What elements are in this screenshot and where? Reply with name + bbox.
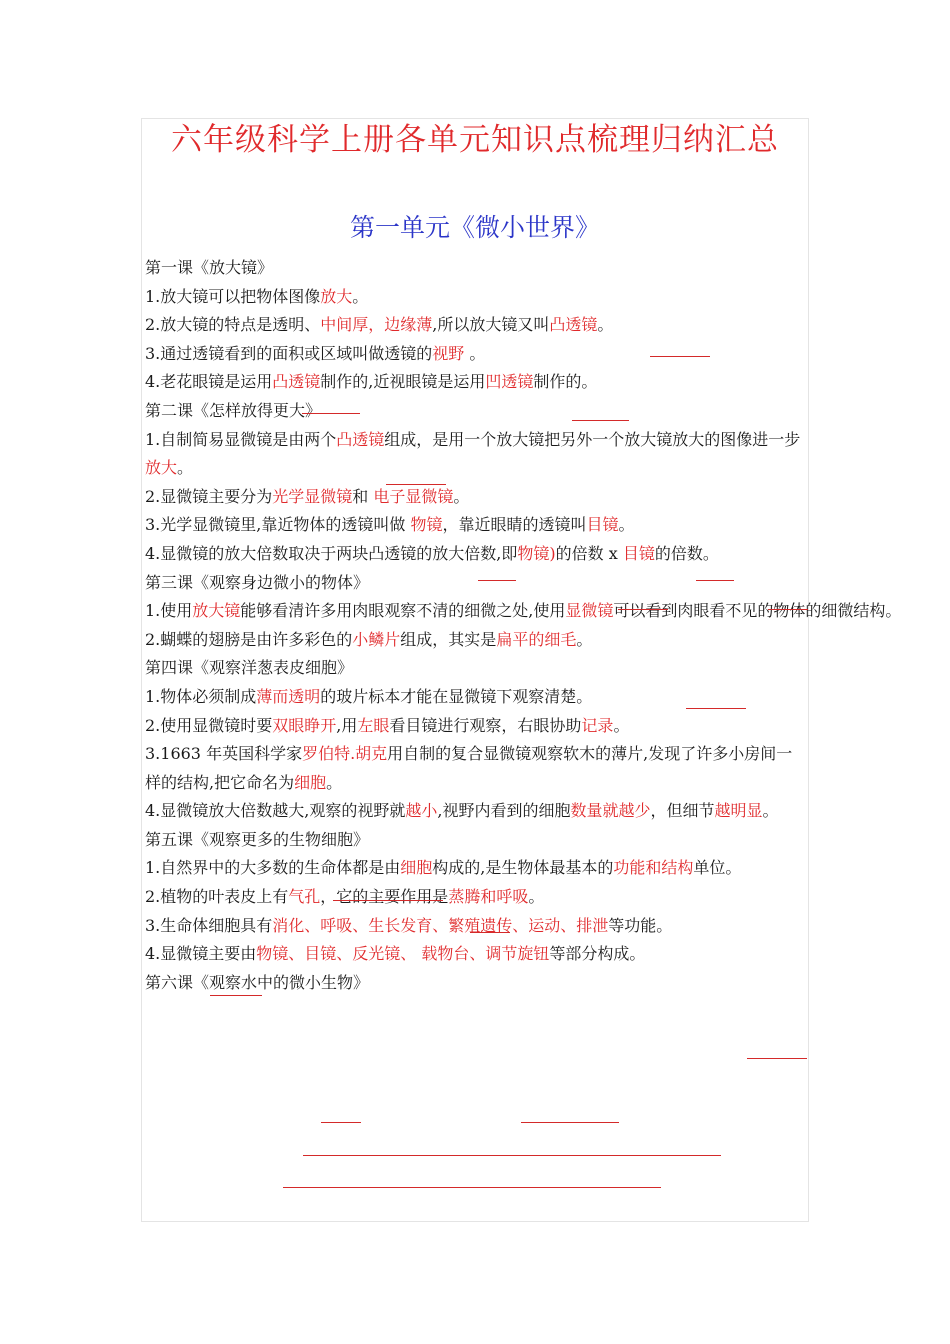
answer-text: 凸透镜 — [272, 372, 321, 392]
answer-text: 放大 — [145, 458, 178, 478]
lesson-item: 2.植物的叶表皮上有气孔，它的主要作用是蒸腾和呼吸。 — [145, 887, 545, 907]
lesson-item: 4.老花眼镜是运用凸透镜制作的,近视眼镜是运用凹透镜制作的。 — [145, 372, 598, 392]
answer-text: 光学显微镜 — [272, 486, 353, 506]
answer-text: 数量就越少 — [570, 801, 651, 821]
answer-text: 放大 — [320, 286, 353, 306]
answer-underline — [386, 484, 446, 485]
lesson-item: 1.放大镜可以把物体图像放大。 — [145, 286, 369, 306]
lesson-heading: 第五课《观察更多的生物细胞》 — [145, 829, 370, 849]
answer-underline — [283, 1187, 661, 1188]
answer-text: 功能和结构 — [613, 858, 694, 878]
answer-text: 扁平的细毛 — [496, 629, 577, 649]
answer-underline — [521, 1122, 619, 1123]
answer-text: 目镜 — [586, 515, 619, 535]
lesson-item: 1.自制简易显微镜是由两个凸透镜组成，是用一个放大镜把另外一个放大镜放大的图像进一步放大。 — [145, 429, 801, 478]
answer-underline — [303, 1155, 721, 1156]
unit-title: 第一单元《微小世界》 — [349, 213, 600, 242]
lesson-item: 1.自然界中的大多数的生命体都是由细胞构成的,是生物体最基本的功能和结构单位。 — [145, 858, 742, 878]
answer-text: 视野 — [432, 343, 465, 363]
lesson-item: 4.显微镜放大倍数越大,观察的视野就越小,视野内看到的细胞数量就越少，但细节越明显。 — [145, 801, 779, 821]
lesson-item: 2.放大镜的特点是透明、中间厚，边缘薄,所以放大镜又叫凸透镜。 — [145, 315, 614, 335]
answer-underline — [333, 900, 443, 901]
answer-underline — [768, 609, 808, 610]
answer-text: 双眼睁开 — [272, 715, 337, 735]
lesson-item: 3.生命体细胞具有消化、呼吸、生长发育、繁殖遗传、运动、排泄等功能。 — [145, 915, 673, 935]
answer-text: 细胞 — [400, 858, 433, 878]
answer-underline — [618, 609, 668, 610]
answer-text: 罗伯特.胡克 — [302, 744, 388, 764]
lesson-item: 1.使用放大镜能够看清许多用肉眼观察不清的细微之处,使用显微镜可以看到肉眼看不见的物体的细微结构。 — [145, 601, 902, 621]
answer-text: 凸透镜 — [549, 315, 598, 335]
answer-text: 蒸腾和呼吸 — [448, 887, 529, 907]
lesson-heading: 第四课《观察洋葱表皮细胞》 — [145, 658, 354, 678]
lesson-heading: 第三课《观察身边微小的物体》 — [145, 572, 370, 592]
answer-underline — [572, 420, 629, 421]
answer-underline — [321, 1122, 361, 1123]
lesson-item: 3.通过透镜看到的面积或区域叫做透镜的视野 。 — [145, 343, 486, 363]
document-title: 六年级科学上册各单元知识点梳理归纳汇总 — [171, 122, 779, 158]
lesson-heading: 第二课《怎样放得更大》 — [145, 400, 322, 420]
answer-underline — [302, 413, 360, 414]
answer-text: 显微镜 — [565, 601, 614, 621]
lesson-item: 3.光学显微镜里,靠近物体的透镜叫做 物镜，靠近眼睛的透镜叫目镜。 — [145, 515, 635, 535]
answer-text: 凹透镜 — [485, 372, 534, 392]
lesson-item: 1.物体必须制成薄而透明的玻片标本才能在显微镜下观察清楚。 — [145, 686, 593, 706]
answer-text: 薄而透明 — [256, 686, 321, 706]
answer-text: 细胞 — [294, 772, 327, 792]
answer-underline — [686, 708, 746, 709]
lesson-item: 4.显微镜的放大倍数取决于两块凸透镜的放大倍数,即物镜)的倍数 x 目镜的倍数。 — [145, 543, 719, 563]
answer-underline — [747, 1058, 807, 1059]
answer-text: 中间厚，边缘薄 — [320, 315, 433, 335]
answer-text: 物镜) — [517, 543, 556, 563]
answer-underline — [696, 580, 734, 581]
answer-text: 物镜、目镜、反光镜、 载物台、调节旋钮 — [256, 944, 550, 964]
answer-text: 放大镜 — [192, 601, 241, 621]
answer-text: 越小 — [405, 801, 438, 821]
answer-text: 消化、呼吸、生长发育、繁殖遗传、运动、排泄 — [272, 915, 609, 935]
answer-underline — [478, 580, 516, 581]
answer-underline — [650, 356, 710, 357]
answer-text: 电子显微镜 — [373, 486, 454, 506]
answer-text: 物镜 — [410, 515, 443, 535]
lesson-item: 2.使用显微镜时要双眼睁开,用左眼看目镜进行观察，右眼协助记录。 — [145, 715, 630, 735]
answer-text: 左眼 — [357, 715, 390, 735]
answer-text: 记录 — [581, 715, 614, 735]
answer-underline — [470, 932, 510, 933]
lesson-heading: 第一课《放大镜》 — [145, 258, 274, 277]
lesson-item: 4.显微镜主要由物镜、目镜、反光镜、 载物台、调节旋钮等部分构成。 — [145, 944, 646, 964]
lesson-item: 3.1663 年英国科学家罗伯特.胡克用自制的复合显微镜观察软木的薄片,发现了许多小房间一样的结构,把它命名为细胞。 — [145, 744, 793, 792]
lesson-item: 2.显微镜主要分为光学显微镜和 电子显微镜。 — [145, 486, 470, 506]
lesson-item: 2.蝴蝶的翅膀是由许多彩色的小鳞片组成，其实是扁平的细毛。 — [145, 629, 593, 649]
document-body — [145, 254, 902, 997]
lesson-heading: 第六课《观察水中的微小生物》 — [145, 972, 370, 992]
answer-text: 小鳞片 — [352, 629, 401, 649]
answer-underline — [210, 995, 262, 996]
answer-text: 目镜 — [622, 543, 655, 563]
answer-text: 越明显 — [714, 801, 763, 821]
answer-text: 凸透镜 — [336, 429, 385, 449]
answer-text: 气孔 — [288, 887, 321, 907]
